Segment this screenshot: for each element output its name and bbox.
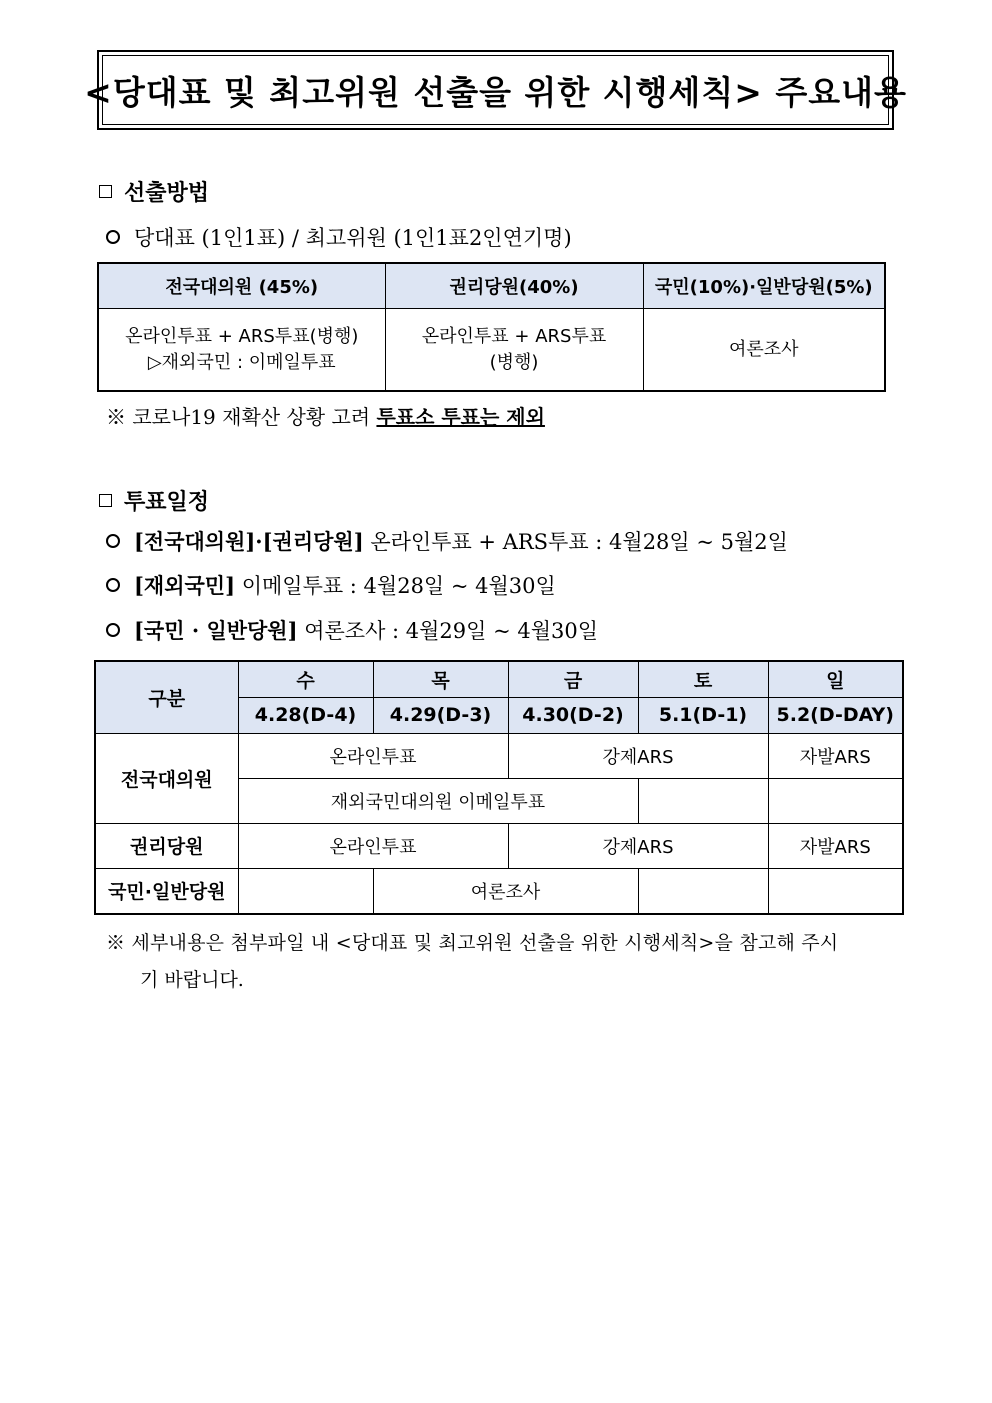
row-header-public: 국민·일반당원 [95, 868, 238, 914]
schedule-cell-survey: 여론조사 [373, 868, 638, 914]
section-heading-text: 투표일정 [124, 490, 210, 515]
day-header: 금 [508, 661, 638, 697]
day-header: 수 [238, 661, 373, 697]
bullet-line [106, 570, 556, 600]
note-text: ※ 코로나19 재확산 상황 고려 [106, 405, 377, 429]
bullet-text: 온라인투표 + ARS투표 : 4월28일 ~ 5월2일 [363, 530, 788, 554]
bullet-line [106, 526, 788, 556]
bullet-label: [국민 · 일반당원] [134, 618, 298, 643]
table-header: 전국대의원 (45%) [98, 263, 385, 309]
date-header: 4.28(D-4) [238, 697, 373, 733]
footnote-line-1: ※ 세부내용은 첨부파일 내 <당대표 및 최고위원 선출을 위한 시행세칙>을 참고해 주시 [106, 932, 839, 954]
table-cell [98, 309, 385, 392]
section-heading-method [99, 176, 209, 207]
cell-line: 온라인투표 + ARS투표(병행) [125, 325, 359, 347]
cell-line: (병행) [489, 351, 539, 373]
bullet-text: 여론조사 : 4월29일 ~ 4월30일 [297, 619, 599, 643]
table-cell [385, 309, 643, 392]
circle-bullet-icon [106, 578, 120, 592]
schedule-table [94, 660, 904, 915]
schedule-cell-empty [768, 868, 903, 914]
schedule-cell-empty [638, 778, 768, 823]
bullet-text: 당대표 (1인1표) / 최고위원 (1인1표2인연기명) [134, 226, 572, 250]
cell-line: ▷재외국민 : 이메일투표 [147, 351, 336, 373]
schedule-cell-online: 온라인투표 [238, 733, 508, 778]
note-line [106, 401, 545, 430]
section-heading-schedule [99, 485, 209, 516]
table-header: 권리당원(40%) [385, 263, 643, 309]
bullet-label: [전국대의원]·[권리당원] [134, 529, 364, 554]
date-header: 5.1(D-1) [638, 697, 768, 733]
table-header: 국민(10%)·일반당원(5%) [643, 263, 885, 309]
schedule-cell-overseas-email: 재외국민대의원 이메일투표 [238, 778, 638, 823]
schedule-cell-empty [238, 868, 373, 914]
table-corner-header: 구분 [95, 661, 238, 733]
day-header: 일 [768, 661, 903, 697]
date-header: 5.2(D-DAY) [768, 697, 903, 733]
schedule-cell-voluntary-ars: 자발ARS [768, 823, 903, 868]
date-header: 4.29(D-3) [373, 697, 508, 733]
section-heading-text: 선출방법 [124, 181, 210, 206]
note-emphasis: 투표소 투표는 제외 [376, 405, 545, 429]
day-header: 토 [638, 661, 768, 697]
cell-line: 온라인투표 + ARS투표 [421, 325, 607, 347]
title-box [84, 50, 907, 130]
bullet-line [106, 222, 572, 252]
row-header-national: 전국대의원 [95, 733, 238, 823]
bullet-label: [재외국민] [134, 573, 236, 598]
circle-bullet-icon [106, 230, 120, 244]
checkbox-square-icon [99, 494, 112, 507]
row-header-rights: 권리당원 [95, 823, 238, 868]
schedule-cell-forced-ars: 강제ARS [508, 823, 768, 868]
table-cell: 여론조사 [643, 309, 885, 392]
method-table [97, 262, 886, 392]
date-header: 4.30(D-2) [508, 697, 638, 733]
schedule-cell-empty [638, 868, 768, 914]
schedule-cell-forced-ars: 강제ARS [508, 733, 768, 778]
page-title: <당대표 및 최고위원 선출을 위한 시행세칙> 주요내용 [102, 55, 889, 125]
schedule-cell-voluntary-ars: 자발ARS [768, 733, 903, 778]
bullet-text: 이메일투표 : 4월28일 ~ 4월30일 [235, 574, 556, 598]
checkbox-square-icon [99, 185, 112, 198]
schedule-cell-empty [768, 778, 903, 823]
circle-bullet-icon [106, 623, 120, 637]
circle-bullet-icon [106, 534, 120, 548]
schedule-cell-online: 온라인투표 [238, 823, 508, 868]
footnote-line-2: 기 바랍니다. [140, 969, 244, 991]
day-header: 목 [373, 661, 508, 697]
bullet-line [106, 615, 598, 645]
